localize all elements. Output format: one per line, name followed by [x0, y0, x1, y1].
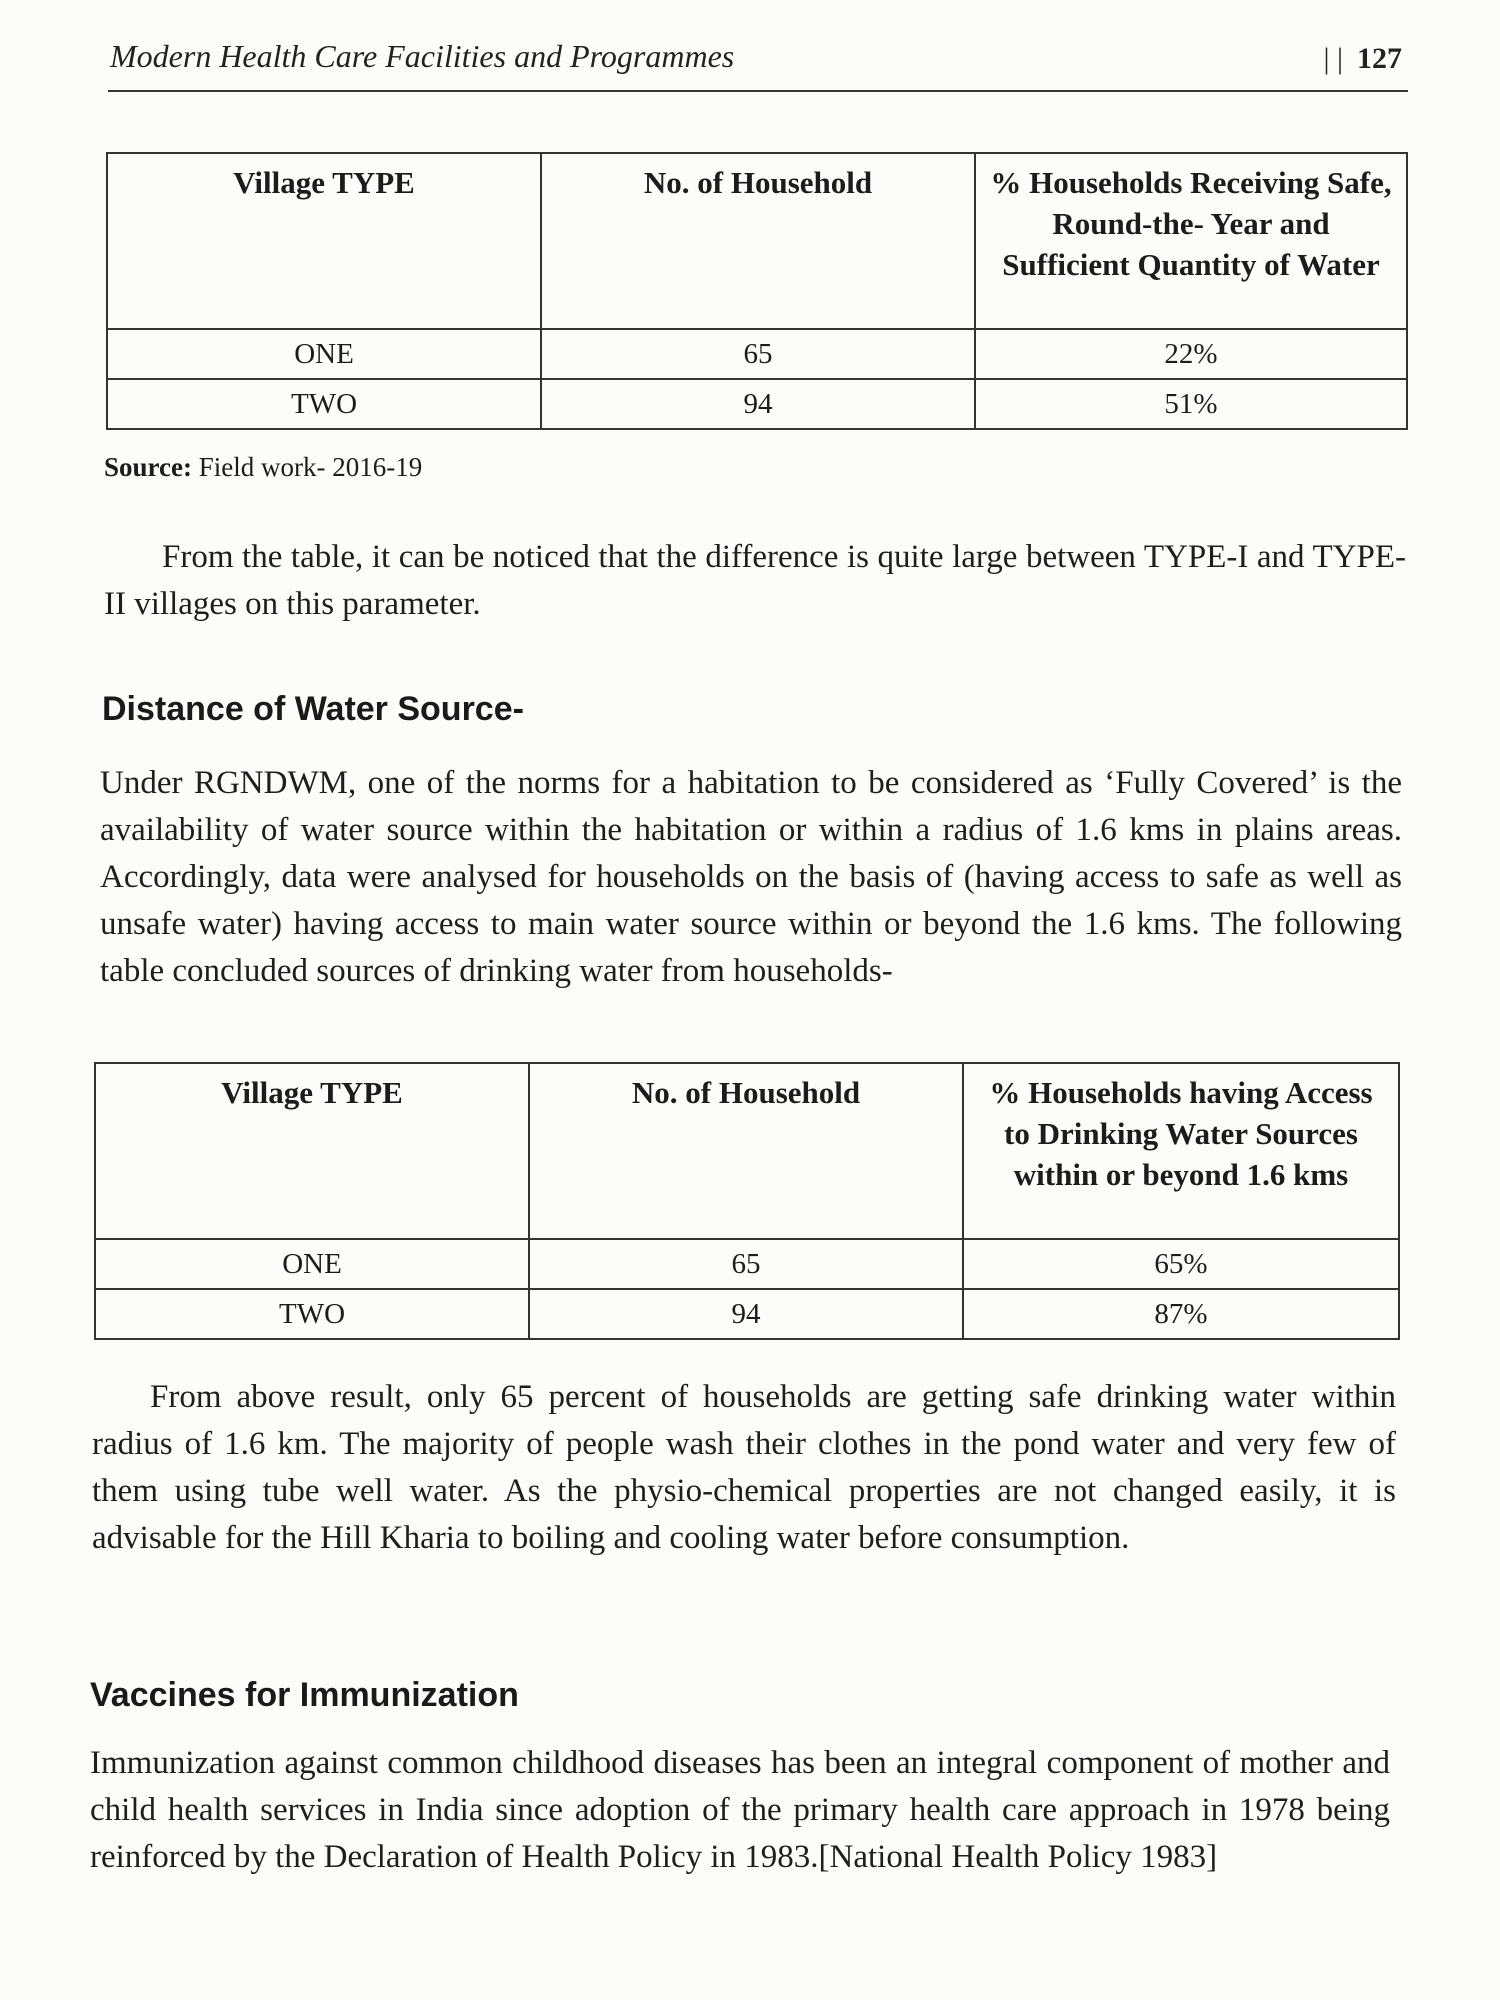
table-header-row — [107, 153, 1407, 329]
table-cell: ONE — [95, 1239, 529, 1289]
table-cell: 87% — [963, 1289, 1399, 1339]
column-header: No. of Household — [529, 1063, 963, 1239]
source-text: Field work- 2016-19 — [198, 452, 423, 482]
running-title: Modern Health Care Facilities and Programmes — [110, 38, 735, 74]
table-cell: TWO — [95, 1289, 529, 1339]
paragraph-vaccines: Immunization against common childhood diseases has been an integral component of mother and child health services in India since adoption of the primary health care approach in 1978 being reinforced by the Declaration of Health Policy in 1983.[National Health Policy 1983] — [90, 1745, 1390, 1875]
table-cell: 65 — [529, 1239, 963, 1289]
column-header: % Households Receiving Safe, Round-the- Year and Sufficient Quantity of Water — [975, 153, 1407, 329]
source-label: Source: — [104, 452, 192, 482]
table-cell: 94 — [529, 1289, 963, 1339]
table-cell: 65 — [541, 329, 975, 379]
table-source — [104, 452, 422, 483]
column-header: Village TYPE — [95, 1063, 529, 1239]
table-cell: 94 — [541, 379, 975, 429]
page-number-block — [1323, 42, 1402, 76]
table-row — [95, 1289, 1399, 1339]
paragraph-result: From above result, only 65 percent of households are getting safe drinking water within radius of 1.6 km. The majority of people wash their clothes in the pond water and very few of them using tube well water. As the physio-chemical properties are not changed easily, it is advisable for the Hill Kharia to boiling and cooling water before consumption. — [92, 1379, 1396, 1556]
table-cell: TWO — [107, 379, 541, 429]
safe-water-table — [106, 152, 1408, 430]
table-cell: 22% — [975, 329, 1407, 379]
column-header: % Households having Access to Drinking Water Sources within or beyond 1.6 kms — [963, 1063, 1399, 1239]
page-header — [108, 38, 1408, 92]
table-header-row — [95, 1063, 1399, 1239]
paragraph-water-distance: Under RGNDWM, one of the norms for a habitation to be considered as ‘Fully Covered’ is the availability of water source within the habitation or within a radius of 1.6 kms in plains areas. Accordingly, data were analysed for households on the basis of (having access to safe as well as unsafe water) having access to main water source within or beyond the 1.6 kms. The following table concluded sources of drinking water from households- — [100, 765, 1402, 989]
column-header: Village TYPE — [107, 153, 541, 329]
section-heading-vaccines: Vaccines for Immunization — [90, 1676, 519, 1714]
table-cell: 65% — [963, 1239, 1399, 1289]
table-row — [107, 329, 1407, 379]
table-cell: ONE — [107, 329, 541, 379]
column-header: No. of Household — [541, 153, 975, 329]
header-separator: | | — [1323, 42, 1343, 75]
section-heading-water-distance: Distance of Water Source- — [102, 690, 524, 728]
page-number: 127 — [1357, 42, 1402, 75]
drinking-water-table — [94, 1062, 1400, 1340]
table-cell: 51% — [975, 379, 1407, 429]
paragraph-table-comment: From the table, it can be noticed that the difference is quite large between TYPE-I and TYPE-II villages on this parameter. — [104, 539, 1406, 622]
table-row — [107, 379, 1407, 429]
table-row — [95, 1239, 1399, 1289]
